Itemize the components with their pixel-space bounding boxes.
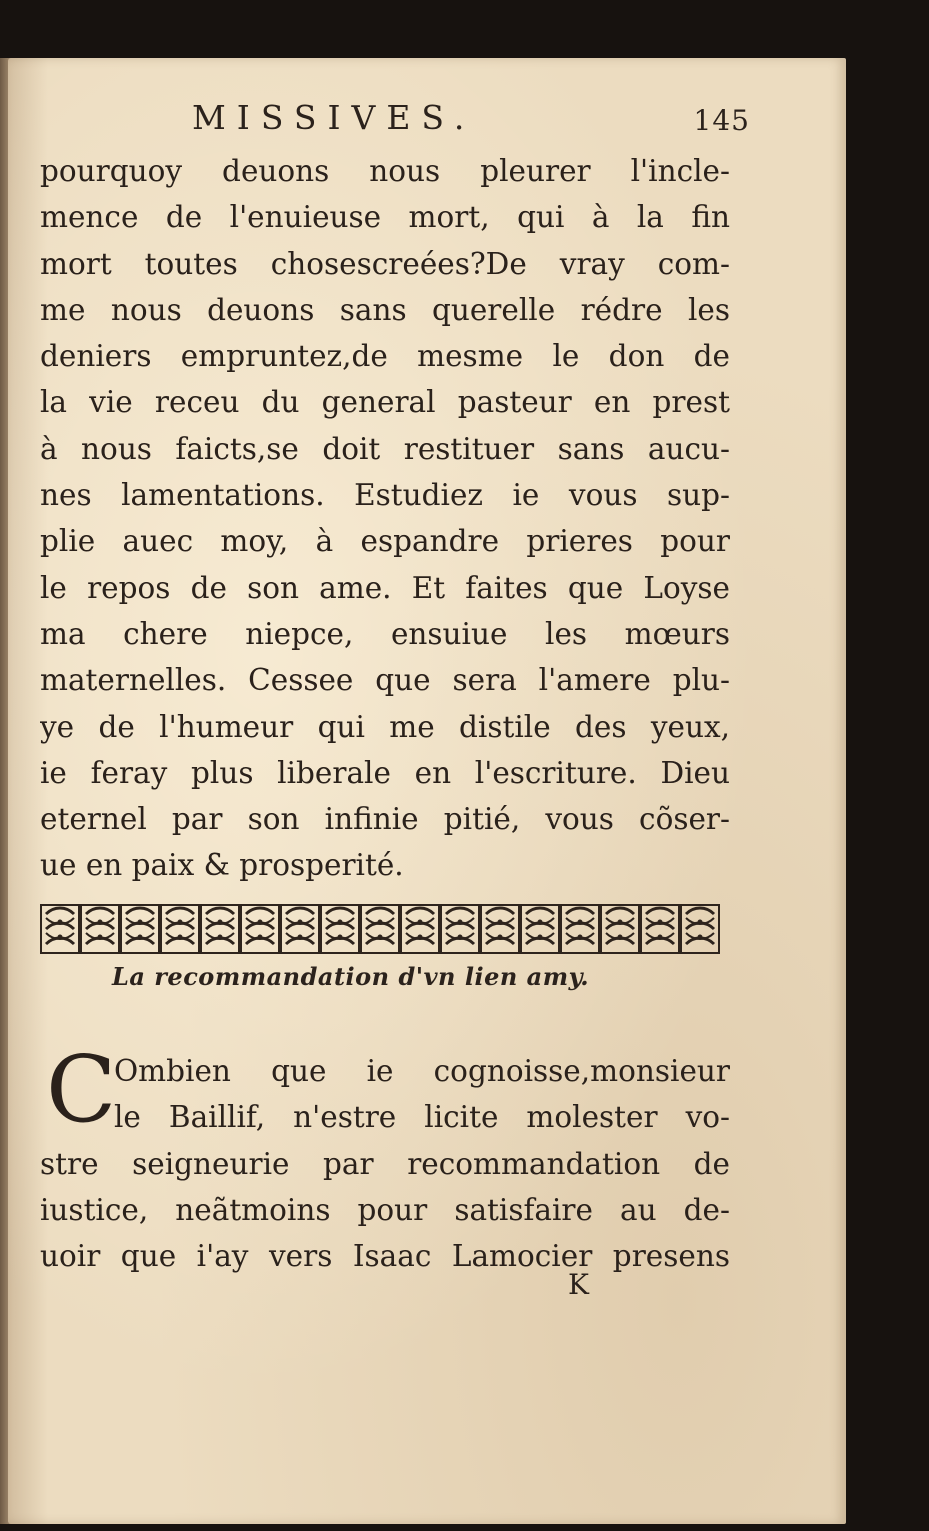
text-line: ma chere niepce, ensuiue les mœurs bbox=[40, 616, 730, 651]
text-line: à nous faicts,se doit restituer sans aucu- bbox=[40, 431, 730, 466]
text-line: le Baillif, n'estre licite molester vo- bbox=[114, 1100, 730, 1135]
running-head: MISSIVES. bbox=[192, 98, 476, 137]
page-number: 145 bbox=[693, 104, 750, 137]
text-line: ie feray plus liberale en l'escriture. Dieu bbox=[40, 755, 730, 790]
text-line: Ombien que ie cognoisse,monsieur bbox=[114, 1054, 730, 1088]
text-line: mort toutes chosescreées?De vray com- bbox=[40, 246, 730, 281]
text-line: mence de l'enuieuse mort, qui à la fin bbox=[40, 200, 730, 235]
text-line: eternel par son infinie pitié, vous cõser- bbox=[40, 802, 730, 837]
text-line: ue en paix & prosperité. bbox=[40, 848, 404, 883]
text-line: le repos de son ame. Et faites que Loyse bbox=[40, 570, 730, 605]
text-line: uoir que i'ay vers Isaac Lamocier presens bbox=[40, 1239, 730, 1274]
text-line: me nous deuons sans querelle rédre les bbox=[40, 292, 730, 327]
text-line: iustice, neãtmoins pour satisfaire au de- bbox=[40, 1192, 730, 1227]
body-text bbox=[40, 148, 730, 889]
signature-mark: K bbox=[568, 1268, 589, 1301]
text-line: deniers empruntez,de mesme le don de bbox=[40, 339, 730, 374]
text-line: plie auec moy, à espandre prieres pour bbox=[40, 524, 730, 559]
text-line: nes lamentations. Estudiez ie vous sup- bbox=[40, 478, 730, 513]
text-line: ye de l'humeur qui me distile des yeux, bbox=[40, 709, 730, 744]
ornamental-divider bbox=[40, 902, 724, 956]
letter-text bbox=[40, 1036, 730, 1279]
text-line: maternelles. Cessee que sera l'amere plu- bbox=[40, 663, 730, 698]
text-line: stre seigneurie par recommandation de bbox=[40, 1146, 730, 1181]
text-line: la vie receu du general pasteur en prest bbox=[40, 385, 730, 420]
drop-cap: C bbox=[46, 1036, 117, 1143]
text-line: pourquoy deuons nous pleurer l'incle- bbox=[40, 154, 730, 188]
page-header bbox=[60, 98, 750, 146]
section-title: La recommandation d'vn lien amy. bbox=[112, 962, 590, 991]
